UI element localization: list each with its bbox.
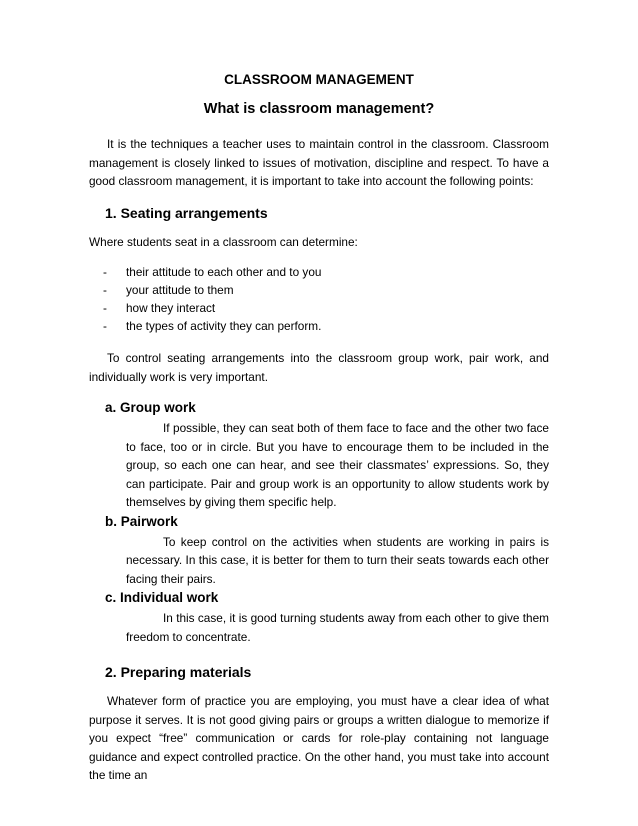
intro-paragraph: It is the techniques a teacher uses to maintain control in the classroom. Classroom management is closely linked to issues of motivation, discipline and respect. To have a good classroom management, it is important to take into account the following points: xyxy=(89,137,549,188)
document-subtitle: What is classroom management? xyxy=(203,101,435,117)
list-item: - the types of activity they can perform. xyxy=(103,319,322,333)
pairwork-heading: b. Pairwork xyxy=(105,513,178,529)
document-title: CLASSROOM MANAGEMENT xyxy=(224,72,414,87)
document-content xyxy=(89,72,549,785)
group-work-body xyxy=(126,419,549,512)
list-item-text: how they interact xyxy=(126,301,216,315)
list-item-text: your attitude to them xyxy=(126,283,234,297)
list-item-text: the types of activity they can perform. xyxy=(126,319,322,333)
section-2-heading: 2. Preparing materials xyxy=(105,664,252,680)
section-1-heading: 1. Seating arrangements xyxy=(105,204,268,221)
section-2-paragraph: Whatever form of practice you are employing, you must have a clear idea of what purpose it serves. It is not good giving pairs or groups a written dialogue to memorize if you expect “free” communication or cards for role-play containing not language guidance and expect controlled practice. On the other hand, you must take into account the time an xyxy=(89,694,549,782)
list-item: - their attitude to each other and to you xyxy=(103,265,322,279)
list-item-text: their attitude to each other and to you xyxy=(126,265,322,279)
group-work-paragraph: If possible, they can seat both of them face to face and the other two face to face, too or in circle. But you have to encourage them to be included in the group, so each one can hear, and see their classmates’ expressions. So, they can participate. Pair and group work is an opportunity to allow students work by themselves by giving them specific help. xyxy=(126,421,549,509)
pairwork-body xyxy=(126,533,549,589)
group-work-heading: a. Group work xyxy=(105,400,196,415)
list-item: - how they interact xyxy=(103,301,216,315)
individual-work-paragraph: In this case, it is good turning students away from each other to give them freedom to concentrate. xyxy=(126,611,549,644)
section-1-lead: Where students seat in a classroom can determine: xyxy=(89,234,358,249)
control-paragraph: To control seating arrangements into the classroom group work, pair work, and individually work is very important. xyxy=(89,351,549,384)
list-item: - your attitude to them xyxy=(103,283,234,297)
individual-work-body xyxy=(126,609,549,646)
individual-work-heading: c. Individual work xyxy=(105,590,219,605)
pairwork-paragraph: To keep control on the activities when students are working in pairs is necessary. In this case, it is better for them to turn their seats towards each other facing their pairs. xyxy=(126,534,549,586)
seating-bullet-list xyxy=(89,263,549,335)
